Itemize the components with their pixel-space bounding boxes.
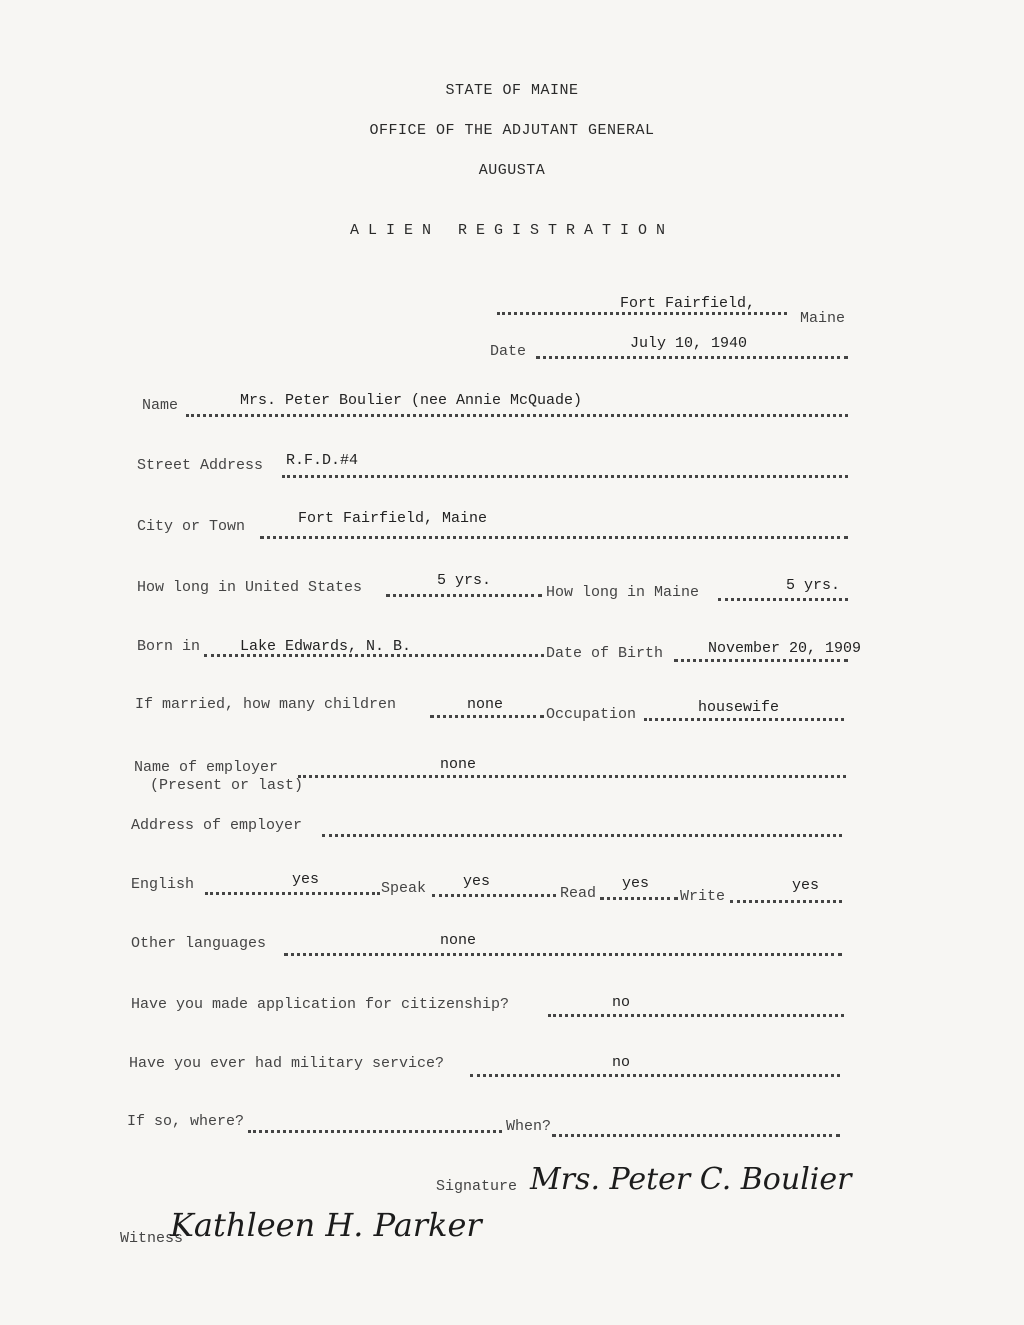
english-dots [205,892,380,895]
employer-address-label: Address of employer [131,817,303,834]
military-label: Have you ever had military service? [129,1055,445,1072]
employer-dots [298,775,846,778]
read-dots [600,897,678,900]
city-heading: AUGUSTA [478,162,546,179]
maine-time-value: 5 yrs. [786,577,841,594]
city-value: Fort Fairfield, Maine [298,510,488,527]
write-value: yes [792,877,820,894]
english-label: English [131,876,195,893]
where-label: If so, where? [127,1113,245,1130]
when-label: When? [506,1118,552,1135]
other-languages-dots [284,953,842,956]
employer-sublabel: (Present or last) [150,777,304,794]
occupation-value: housewife [698,699,780,716]
read-value: yes [622,875,650,892]
military-value: no [612,1054,631,1071]
where-dots [248,1130,502,1133]
born-label: Born in [137,638,201,655]
write-dots [730,900,842,903]
us-time-value: 5 yrs. [437,572,492,589]
date-value: July 10, 1940 [630,335,748,352]
other-languages-value: none [440,932,477,949]
name-value: Mrs. Peter Boulier (nee Annie McQuade) [240,392,583,409]
name-dots [186,414,848,417]
place-state-label: Maine [800,310,846,327]
occupation-dots [644,718,844,721]
employer-label: Name of employer [134,759,279,776]
dob-value: November 20, 1909 [708,640,862,657]
date-dots [536,356,848,359]
write-label: Write [680,888,726,905]
dob-label: Date of Birth [546,645,664,662]
maine-time-dots [718,598,848,601]
citizenship-value: no [612,994,631,1011]
form-title: ALIEN REGISTRATION [349,222,675,239]
street-label: Street Address [137,457,264,474]
children-dots [430,715,544,718]
state-heading: STATE OF MAINE [445,82,579,99]
city-label: City or Town [137,518,246,535]
citizenship-label: Have you made application for citizenship? [131,996,510,1013]
office-heading: OFFICE OF THE ADJUTANT GENERAL [369,122,655,139]
witness-label: Witness [120,1230,184,1247]
signature-value: Mrs. Peter C. Boulier [530,1162,852,1197]
occupation-label: Occupation [546,706,637,723]
employer-value: none [440,756,477,773]
speak-value: yes [463,873,491,890]
signature-label: Signature [436,1178,518,1195]
born-value: Lake Edwards, N. B. [240,638,412,655]
read-label: Read [560,885,597,902]
speak-label: Speak [381,880,427,897]
speak-dots [432,894,556,897]
date-label: Date [490,343,527,360]
us-time-label: How long in United States [137,579,363,596]
place-dots [497,312,787,315]
maine-time-label: How long in Maine [546,584,700,601]
when-dots [552,1134,840,1137]
other-languages-label: Other languages [131,935,267,952]
employer-address-dots [322,834,842,837]
dob-dots [674,659,848,662]
name-label: Name [142,397,179,414]
place-town: Fort Fairfield, [620,295,756,312]
us-time-dots [386,594,542,597]
street-value: R.F.D.#4 [286,452,359,469]
english-value: yes [292,871,320,888]
children-value: none [467,696,504,713]
city-dots [260,536,848,539]
citizenship-dots [548,1014,844,1017]
children-label: If married, how many children [135,696,397,713]
street-dots [282,475,848,478]
witness-signature: Kathleen H. Parker [170,1206,482,1244]
military-dots [470,1074,840,1077]
